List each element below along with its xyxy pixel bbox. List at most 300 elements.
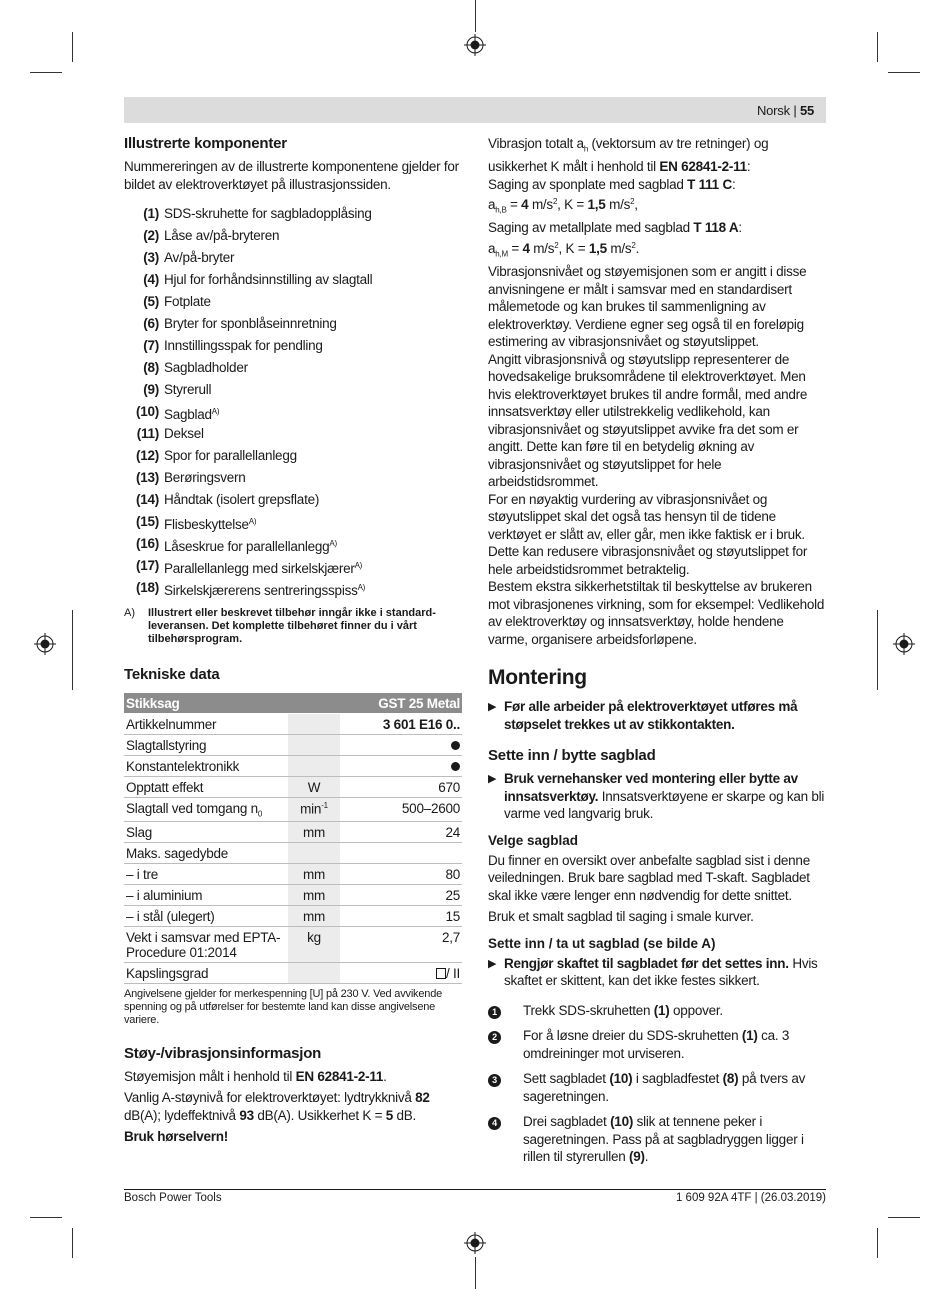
tech-label [124, 714, 288, 735]
vib-text: = [507, 240, 523, 256]
warning-gloves [488, 770, 826, 823]
component-number: (15) [135, 514, 159, 529]
component-footnote-ref: A) [357, 583, 366, 592]
component-number: (18) [135, 580, 159, 595]
step-text [523, 1070, 826, 1105]
tech-unit [288, 863, 340, 884]
tech-label-text: – i stål (ulegert) [126, 908, 215, 924]
component-item [124, 579, 462, 601]
warning-detail: Innsatsverktøyene er skarpe og kan bli varme ved langvarig bruk. [504, 788, 825, 822]
noise-text: Støyemisjon målt i henhold til [124, 1068, 296, 1084]
step-part: For å løsne dreier du SDS-skruhetten [523, 1028, 742, 1044]
component-label [164, 403, 219, 425]
tech-unit-text: W [307, 780, 321, 795]
vib-uncertainty: 1,5 [588, 240, 607, 256]
tech-value [340, 798, 462, 822]
tech-row [124, 821, 462, 842]
vib-text: , [634, 197, 638, 213]
step-circle-icon: 3 [488, 1074, 501, 1087]
vib-sup: 2 [631, 240, 636, 250]
crop-mark [72, 32, 73, 62]
vibration-paragraph: Angitt vibrasjonsnivå og støyutslipp representerer de hovedsakelige bruksområdene til elektroverktøyet. Men hvis elektroverktøyet brukes til andre formål, med andre innsatsverktøy eller utilstrekkelig vedlikehold, kan vibrasjonsnivået og støyutslippet avvike fra det som er angitt. Dette kan føre til en betydelig økning av vibrasjonsnivået og støyutslippet for hele arbeidstidsrommet. [488, 351, 808, 490]
tech-value-text: 500–2600 [401, 801, 460, 816]
tech-unit-text: min [300, 801, 322, 817]
vibration-paragraph: For en nøyaktig vurdering av vibrasjonsnivået og støyutslippet skal det også tas hensyn til de tidene verktøyet er slått av, eller går, men ikke faktisk er i bruk. Dette kan redusere vibrasjonsnivået og støyutslippet for hele arbeidstidsrommet betraktelig. [488, 491, 808, 577]
component-label [164, 359, 248, 381]
hearing-protection [124, 1128, 462, 1146]
blade-type: T 118 A [693, 220, 739, 236]
component-item [124, 337, 462, 359]
vib-text: Vibrasjon totalt a [488, 136, 584, 151]
component-label [164, 249, 234, 271]
step-ref: (10) [610, 1114, 634, 1130]
tech-value [340, 962, 462, 983]
footer-brand: Bosch Power Tools [124, 1192, 222, 1204]
crop-mark [30, 72, 62, 73]
crop-mark [888, 72, 920, 73]
step-ref: (1) [741, 1028, 758, 1044]
feature-dot-icon [451, 762, 460, 771]
vibration-paragraph: Bestem ekstra sikkerhetstiltak til beskyttelse av brukeren mot vibrasjonenes virkning, som for eksempel: Vedlikehold av elektroverktøy og innsatsverktøy, holde hendene varme, organisere arbeidsforløpene. [488, 579, 825, 647]
component-item [124, 447, 462, 469]
tech-label [124, 884, 288, 905]
component-item [124, 315, 462, 337]
step-number [488, 1113, 523, 1166]
tech-unit-text: mm [303, 866, 325, 882]
vibration-intro [488, 135, 826, 176]
step-circle-icon: 2 [488, 1031, 501, 1044]
vib-text: . [635, 240, 640, 256]
component-footnote-ref: A) [211, 407, 220, 416]
tech-value [340, 842, 462, 863]
select-blade-title: Velge sagblad [488, 832, 579, 848]
components-title: Illustrerte komponenter [124, 135, 287, 152]
component-label [164, 381, 211, 403]
tech-unit-text: kg [307, 929, 321, 945]
component-label [164, 227, 279, 249]
tech-label-text: Slagtallstyring [126, 738, 207, 753]
footer-rule [124, 1189, 826, 1190]
noise-text: dB(A). Usikkerhet K = [253, 1107, 386, 1123]
tech-value [340, 756, 462, 777]
tech-label [124, 735, 288, 756]
noise-text: dB. [393, 1107, 417, 1123]
warning-text: Før alle arbeider på elektroverktøyet utføres må støpselet trekkes ut av stikkontakten. [504, 699, 798, 732]
noise-text: . [383, 1068, 387, 1084]
step-number [488, 1002, 523, 1020]
step-text [523, 1027, 826, 1062]
header-language: Norsk [756, 103, 790, 118]
step-circle-icon: 1 [488, 1006, 501, 1019]
tech-unit-text: mm [303, 908, 325, 924]
vibration-chipboard [488, 176, 826, 194]
protection-class-icon [436, 968, 446, 979]
tech-row [124, 842, 462, 863]
crop-mark [475, 0, 476, 32]
component-text: Deksel [164, 426, 204, 441]
vib-sup: 2 [554, 240, 559, 250]
component-item [124, 491, 462, 513]
tech-value [340, 714, 462, 735]
tech-header-model: GST 25 Metal [340, 693, 462, 714]
component-text: Låseskrue for parallellanlegg [164, 539, 330, 554]
component-item [124, 469, 462, 491]
tech-row [124, 714, 462, 735]
step-part: oppover. [669, 1002, 723, 1018]
component-item [124, 513, 462, 535]
component-number: (13) [135, 470, 159, 485]
noise-standard: EN 62841-2-11 [295, 1068, 384, 1084]
component-text: Parallellanlegg med sirkelskjærer [164, 561, 355, 576]
component-label [164, 447, 297, 469]
component-label [164, 469, 246, 491]
warning-text: Rengjør skaftet til sagbladet før det settes inn. [504, 955, 789, 971]
vibration-metal-value [488, 237, 826, 263]
step-number [488, 1070, 523, 1105]
tech-value [340, 777, 462, 798]
select-blade-text: Du finner en oversikt over anbefalte sagblad sist i denne veiledningen. Bruk bare sagblad med T-skaft. Sagbladet skal ikke være lenger enn nødvendig for dette snittet. [488, 852, 810, 903]
page-header [757, 103, 814, 118]
tech-note: Angivelsene gjelder for merkespenning [U] på 230 V. Ved avvikende spenning og på utførelser for bestemte land kan disse angivelsene variere. [124, 987, 443, 1026]
tech-unit [288, 962, 340, 983]
vib-text: : [731, 176, 736, 192]
crop-mark [877, 1228, 878, 1258]
component-text: Låse av/på-bryteren [164, 228, 280, 243]
tech-row [124, 962, 462, 983]
component-number: (6) [143, 316, 159, 331]
vib-sub: h,B [495, 205, 507, 215]
component-item [124, 359, 462, 381]
vib-text: m/s [529, 240, 555, 256]
vib-standard: EN 62841-2-11 [659, 159, 747, 175]
vib-text: a [488, 197, 496, 213]
tech-unit [288, 926, 340, 962]
tech-value [340, 926, 462, 962]
tech-label [124, 926, 288, 962]
vib-text: = [506, 197, 522, 213]
tech-unit [288, 735, 340, 756]
vib-sub: h,M [495, 249, 508, 259]
step-part: Drei sagbladet [523, 1114, 611, 1130]
footnote-mark: A) [124, 607, 135, 619]
tech-label-text: Slag [126, 824, 153, 840]
component-text: Fotplate [164, 294, 211, 309]
tech-row [124, 756, 462, 777]
vib-text: a [488, 240, 496, 256]
warning-unplug [488, 698, 826, 733]
tech-value-text: 25 [445, 887, 460, 903]
component-number: (12) [135, 448, 159, 463]
component-footnote-ref: A) [354, 561, 363, 570]
step-ref: (9) [629, 1149, 645, 1165]
vib-text: , K = [558, 240, 589, 256]
component-text: Berøringsvern [164, 470, 246, 485]
component-item [124, 403, 462, 425]
component-item [124, 557, 462, 579]
component-number: (2) [143, 228, 159, 243]
step-ref: (1) [653, 1002, 670, 1018]
vib-text: m/s [528, 197, 553, 213]
component-number: (1) [143, 206, 159, 221]
component-text: Av/på-bryter [164, 250, 235, 265]
component-item [124, 425, 462, 447]
noise-text: dB(A); lydeffektnivå [124, 1107, 240, 1123]
noise-emission [124, 1068, 462, 1086]
registration-target-icon [893, 633, 915, 655]
step-circle-icon: 4 [488, 1117, 501, 1130]
tech-value-text: 24 [445, 824, 460, 840]
tech-value-text: 15 [445, 908, 460, 924]
step-item [488, 1027, 826, 1062]
warning-triangle-icon: ▶ [488, 957, 497, 970]
vib-sup: 2 [630, 197, 635, 207]
crop-mark [877, 610, 878, 690]
tech-label [124, 798, 288, 822]
step-part: i sagbladfestet [632, 1071, 723, 1087]
step-part: slik at tennene peker i sageretningen. Pass på at sagbladryggen ligger i rillen til styrerullen [523, 1114, 804, 1165]
vib-text: : [746, 159, 751, 175]
component-label [164, 535, 337, 557]
warning-detail: Hvis skaftet er skittent, kan det ikke festes sikkert. [504, 955, 818, 989]
component-text: Sirkelskjærerens sentreringsspiss [164, 583, 358, 598]
vib-text: (vektorsum av tre retninger) og usikkerhet K målt i henhold til [488, 136, 769, 175]
component-footnote-ref: A) [248, 517, 257, 526]
component-item [124, 271, 462, 293]
component-text: Innstillingsspak for pendling [164, 338, 323, 353]
tech-row [124, 863, 462, 884]
tech-row [124, 926, 462, 962]
component-number: (17) [135, 558, 159, 573]
tech-label-text: Kapslingsgrad [126, 965, 209, 981]
component-number: (4) [143, 272, 159, 287]
vib-text: , K = [557, 197, 588, 213]
step-text [523, 1113, 826, 1166]
sound-pressure-value: 82 [415, 1090, 430, 1106]
step-item [488, 1002, 826, 1020]
crop-mark [877, 32, 878, 62]
tech-value-text: 670 [438, 780, 460, 795]
montering-title: Montering [488, 666, 587, 690]
tech-label-text: Vekt i samsvar med EPTA-Procedure 01:2014 [126, 929, 281, 960]
step-part: Sett sagbladet [523, 1071, 610, 1087]
tech-row [124, 777, 462, 798]
component-item [124, 381, 462, 403]
vib-uncertainty: 1,5 [587, 197, 606, 213]
page-number: 55 [799, 103, 814, 118]
tech-unit [288, 777, 340, 798]
tech-unit [288, 842, 340, 863]
step-part: ca. 3 omdreininger mot urviseren. [523, 1028, 790, 1061]
tech-header-row [124, 693, 462, 714]
component-number: (3) [143, 250, 159, 265]
component-label [164, 513, 256, 535]
tech-value-text: 3 601 E16 0.. [382, 717, 460, 732]
step-text [523, 1002, 723, 1020]
tech-label [124, 821, 288, 842]
crop-mark [72, 610, 73, 690]
tech-label [124, 756, 288, 777]
component-number: (16) [135, 536, 159, 551]
tech-label-text: Maks. sagedybde [126, 845, 229, 861]
tech-value [340, 735, 462, 756]
tech-title: Tekniske data [124, 666, 220, 683]
components-intro: Nummereringen av de illustrerte komponentene gjelder for bildet av elektroverktøyet på illustrasjonssiden. [124, 159, 459, 192]
step-ref: (8) [722, 1071, 739, 1087]
component-text: Sagblad [164, 407, 212, 422]
vib-text: m/s [606, 240, 632, 256]
step-item [488, 1070, 826, 1105]
tech-unit-sup: -1 [321, 801, 328, 810]
left-column [124, 135, 462, 1146]
tech-label [124, 842, 288, 863]
footnote-text: Illustrert eller beskrevet tilbehør inngår ikke i standard-leveransen. Det komplette tilbehøret finner du i vårt tilbehørsprogram. [148, 607, 436, 645]
insert-blade-title: Sette inn / bytte sagblad [488, 747, 656, 765]
step-ref: (10) [609, 1071, 633, 1087]
component-text: Flisbeskyttelse [164, 517, 249, 532]
component-number: (11) [136, 426, 159, 441]
tech-label [124, 777, 288, 798]
component-footnote-ref: A) [329, 539, 337, 548]
tech-label [124, 863, 288, 884]
vib-sub: h [583, 144, 589, 154]
tech-label [124, 905, 288, 926]
tech-value-text: / II [445, 965, 460, 981]
components-list [124, 205, 462, 601]
vib-text: : [738, 220, 742, 236]
right-column [488, 135, 826, 1174]
component-item [124, 227, 462, 249]
registration-target-icon [34, 633, 56, 655]
crop-mark [888, 1217, 920, 1218]
component-text: SDS-skruhette for sagbladopplåsing [164, 206, 372, 221]
tech-label-text: – i aluminium [126, 887, 203, 903]
noise-text: Vanlig A-støynivå for elektroverktøyet: lydtrykknivå [124, 1090, 416, 1106]
component-label [164, 205, 372, 227]
noise-levels [124, 1089, 462, 1124]
warning-triangle-icon: ▶ [488, 701, 497, 714]
registration-target-icon [464, 1232, 486, 1254]
vibration-metal [488, 219, 826, 237]
vib-text: Saging av metallplate med sagblad [488, 220, 694, 236]
component-label [164, 491, 319, 513]
component-label [164, 271, 372, 293]
component-item [124, 535, 462, 557]
step-item [488, 1113, 826, 1166]
tech-value [340, 821, 462, 842]
vibration-paragraph: Vibrasjonsnivået og støyemisjonen som er angitt i disse anvisningene er målt i samsvar med en standardisert målemetode og kan brukes til sammenligning av elektroverktøy. Verdiene egner seg også til en foreløpig estimering av vibrasjonsnivået og støyutslippet. [488, 264, 807, 350]
tech-unit [288, 714, 340, 735]
tech-value [340, 863, 462, 884]
narrow-blade-text: Bruk et smalt sagblad til saging i smale kurver. [488, 909, 754, 925]
tech-label [124, 962, 288, 983]
crop-mark [475, 1257, 476, 1289]
component-label [164, 579, 365, 601]
tech-label-text: Artikkelnummer [126, 717, 217, 732]
sound-power-value: 93 [239, 1107, 254, 1123]
step-part: . [644, 1149, 649, 1165]
component-label [164, 425, 204, 447]
noise-title: Støy-/vibrasjonsinformasjon [124, 1044, 322, 1062]
component-text: Hjul for forhåndsinnstilling av slagtall [164, 272, 373, 287]
vibration-chipboard-value [488, 193, 826, 219]
component-text: Sagbladholder [164, 360, 248, 375]
tech-unit [288, 884, 340, 905]
warning-clean-shank [488, 955, 826, 990]
insert-remove-title: Sette inn / ta ut sagblad (se bilde A) [488, 935, 716, 951]
tech-unit [288, 798, 340, 822]
tech-row [124, 884, 462, 905]
tech-data-table [124, 693, 462, 984]
component-number: (8) [143, 360, 159, 375]
component-item [124, 293, 462, 315]
component-number: (10) [135, 404, 159, 419]
component-label [164, 557, 362, 579]
tech-label-text: Opptatt effekt [126, 780, 204, 795]
tech-unit [288, 756, 340, 777]
tech-unit [288, 905, 340, 926]
tech-header-unit [288, 693, 340, 714]
component-item [124, 249, 462, 271]
tech-row [124, 735, 462, 756]
tech-value [340, 884, 462, 905]
step-number [488, 1027, 523, 1062]
tech-label-text: Slagtall ved tomgang n [126, 801, 258, 816]
tech-value-text: 80 [445, 866, 460, 882]
tech-value [340, 905, 462, 926]
tech-unit-text: mm [303, 824, 325, 840]
tech-label-sub: 0 [257, 809, 263, 819]
vib-value: 4 [521, 197, 529, 213]
vib-text: Saging av sponplate med sagblad [488, 176, 688, 192]
warning-triangle-icon: ▶ [488, 773, 497, 786]
component-label [164, 337, 323, 359]
header-separator: | [793, 103, 797, 118]
component-label [164, 315, 337, 337]
tech-label-text: Konstantelektronikk [126, 759, 240, 774]
crop-mark [72, 1228, 73, 1258]
hearing-protection-text: Bruk hørselvern! [124, 1129, 229, 1145]
header-band [124, 97, 826, 123]
component-label [164, 293, 211, 315]
step-list [488, 1002, 826, 1166]
vib-value: 4 [522, 240, 530, 256]
footer-docnum: 1 609 92A 4TF | (26.03.2019) [675, 1192, 826, 1204]
blade-type: T 111 C [687, 176, 732, 192]
component-text: Styrerull [164, 382, 212, 397]
crop-mark [30, 1217, 62, 1218]
vib-text: m/s [605, 197, 631, 213]
component-text: Spor for parallellanlegg [164, 448, 297, 463]
step-part: på tvers av sageretningen. [523, 1071, 806, 1104]
tech-value-text: 2,7 [441, 929, 460, 945]
component-number: (9) [143, 382, 159, 397]
component-number: (7) [143, 338, 159, 353]
registration-target-icon [464, 34, 486, 56]
component-number: (14) [135, 492, 159, 507]
components-footnote [124, 607, 462, 646]
tech-unit-text: mm [303, 887, 325, 903]
component-text: Bryter for sponblåseinnretning [164, 316, 337, 331]
uncertainty-value: 5 [385, 1107, 394, 1123]
tech-row [124, 905, 462, 926]
warning-text: Bruk vernehansker ved montering eller bytte av innsatsverktøy. [504, 771, 798, 804]
tech-header-name: Stikksag [124, 693, 288, 714]
component-text: Håndtak (isolert grepsflate) [164, 492, 320, 507]
tech-row [124, 798, 462, 822]
vib-sup: 2 [552, 197, 558, 207]
tech-label-text: – i tre [126, 866, 159, 882]
component-item [124, 205, 462, 227]
